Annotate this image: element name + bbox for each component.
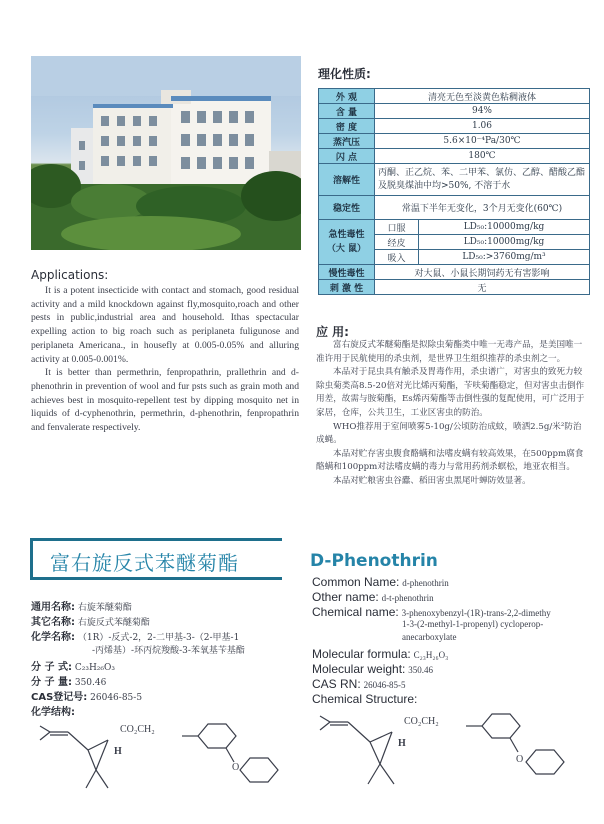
cn-info-value: 右旋反式苯醚菊酯 xyxy=(77,618,150,628)
en-info-row xyxy=(402,632,456,643)
en-info-value: 350.46 xyxy=(408,665,433,675)
cn-info-label: 化学名称: xyxy=(31,632,75,643)
prop-label: 含 量 xyxy=(319,104,375,119)
en-info-row xyxy=(312,575,449,589)
chemical-structure-cn xyxy=(30,718,300,808)
prop-value: 常温下半年无变化，3个月无变化(60℃) xyxy=(375,196,590,220)
prop-label: 密 度 xyxy=(319,119,375,134)
en-info-label: Chemical name: xyxy=(312,605,399,619)
properties-table xyxy=(318,88,590,295)
prop-value: 1.06 xyxy=(375,119,590,134)
cn-info-row xyxy=(31,658,115,673)
cn-info-row xyxy=(31,703,75,718)
cn-info-label: 其它名称: xyxy=(31,617,75,628)
en-info-value: 1-3-(2-methyl-1-propenyl) cycloperop- xyxy=(402,619,544,629)
cn-info-label: CAS登记号: xyxy=(31,692,88,703)
en-info-row xyxy=(312,605,551,619)
prop-value: 5.6×10⁻⁴Pa/30℃ xyxy=(375,134,590,149)
cn-paragraph: WHO推荐用于室间喷雾5-10g/公顷防治成蚊，喷洒2.5g/米²防治成蝇。 xyxy=(316,421,582,446)
prop-label: 慢性毒性 xyxy=(319,265,375,280)
cn-info-row xyxy=(31,613,150,628)
table-row xyxy=(319,119,590,134)
cn-info-label: 化学结构: xyxy=(31,707,75,718)
cn-info-row xyxy=(31,598,132,613)
prop-label: 外 观 xyxy=(319,89,375,104)
cn-info-label: 分 子 量: xyxy=(31,677,72,688)
prop-value: 对大鼠、小鼠长期饲药无有害影响 xyxy=(375,265,590,280)
cn-applications-text xyxy=(316,339,588,489)
prop-value: 丙酮、正乙烷、苯、二甲苯、氯仿、乙醇、醋酸乙酯及脱臭煤油中均>50%, 不溶于水 xyxy=(375,164,590,196)
en-info-label: Molecular formula: xyxy=(312,647,411,661)
tox-value: LD₅₀:10000mg/kg xyxy=(419,220,590,235)
en-info-row xyxy=(312,692,417,706)
prop-label: 蒸汽压 xyxy=(319,134,375,149)
applications-text xyxy=(31,284,299,435)
oxygen-label: O xyxy=(232,762,240,773)
en-info-row xyxy=(312,677,406,691)
table-row xyxy=(319,220,590,235)
table-row xyxy=(319,164,590,196)
cn-info-row xyxy=(31,673,106,688)
en-info-value: anecarboxylate xyxy=(402,632,457,642)
prop-label: 稳定性 xyxy=(319,196,375,220)
table-row xyxy=(319,149,590,164)
en-info-value: 3-phenoxybenzyl-(1R)-trans-2,2-dimethy xyxy=(401,608,551,618)
en-info-label: Chemical Structure: xyxy=(312,692,418,706)
en-info-row xyxy=(312,590,434,604)
cn-paragraph: 富右旋反式苯醚菊酯是拟除虫菊酯类中唯一无毒产品，是美国唯一准许用于民航使用的杀虫剂，是世界卫生组织推荐的杀虫剂之一。 xyxy=(316,340,583,364)
cn-info-value: -丙烯基）-环丙烷羧酸-3-苯氧基苄基酯 xyxy=(92,646,245,656)
ester-label: CO₂CH₂ xyxy=(120,724,155,735)
en-title: D-Phenothrin xyxy=(310,551,438,571)
cn-info-value: 350.46 xyxy=(74,678,107,688)
prop-label: 刺 激 性 xyxy=(319,280,375,295)
en-info-value: d-t-phenothrin xyxy=(381,593,434,603)
cn-applications-heading: 应 用: xyxy=(316,325,349,339)
cn-info-value: （1R）-反式-2，2-二甲基-3-（2-甲基-1 xyxy=(77,633,240,643)
tox-route: 吸入 xyxy=(375,250,419,265)
cn-info-value: 右旋苯醚菊酯 xyxy=(77,603,132,613)
applications-paragraph-2: It is better than permethrin, fenpropathrin, prallethrin and d-phenothrin in prevention of wool and fur psts such as grain moth and achieves best in mosquito-repellent test by dipping mosquito net in liquids of d-cyphenothrin, permethrin, d-phenothrin, fenpropathrin and fenvalerate respectively. xyxy=(31,367,299,434)
en-info-value: d-phenothrin xyxy=(402,578,449,588)
cn-info-row xyxy=(31,688,142,703)
prop-label: 急性毒性（大 鼠） xyxy=(319,220,375,265)
cn-info-row xyxy=(92,643,245,656)
table-row xyxy=(319,134,590,149)
properties-heading: 理化性质: xyxy=(318,67,371,81)
cn-paragraph: 本品对贮存害虫腹食酪螨和法嗜皮螨有较高效果，在500ppm腐食酪螨和100ppm对法嗜皮螨的毒力与常用药剂杀螟松，地亚农相当。 xyxy=(316,448,584,473)
prop-value: 清亮无色至淡黄色粘稠液体 xyxy=(375,89,590,104)
prop-value: 94% xyxy=(375,104,590,119)
table-row xyxy=(319,89,590,104)
building-illustration xyxy=(31,56,301,250)
building-photo xyxy=(31,56,301,250)
ester-label: CO₂CH₂ xyxy=(404,716,439,727)
cn-info-row xyxy=(31,628,239,643)
en-info-row xyxy=(312,662,433,676)
en-info-value: C₂₃H₂₆O₃ xyxy=(413,650,449,660)
hydrogen-label: H xyxy=(398,738,406,749)
cn-title: 富右旋反式苯醚菊酯 xyxy=(50,551,239,575)
tox-value: LD₅₀:>3760mg/m³ xyxy=(419,250,590,265)
cn-paragraph: 本品对贮粮害虫谷蠹、稻田害虫黑尾叶蝉防效显著。 xyxy=(333,475,531,486)
en-info-label: Molecular weight: xyxy=(312,662,406,676)
en-info-value: 26046-85-5 xyxy=(363,680,406,690)
hydrogen-label: H xyxy=(114,746,122,757)
cn-info-value: C₂₃H₂₆O₃ xyxy=(74,663,115,673)
prop-value: 无 xyxy=(375,280,590,295)
tox-value: LD₅₀:10000mg/kg xyxy=(419,235,590,250)
chemical-structure-en xyxy=(310,706,590,806)
en-info-label: CAS RN: xyxy=(312,677,361,691)
en-info-row xyxy=(402,619,543,630)
table-row xyxy=(319,280,590,295)
en-info-label: Other name: xyxy=(312,590,379,604)
cn-paragraph: 本品对于昆虫具有触杀及胃毒作用，杀虫谱广，对害虫的致死力较除虫菊类高8.5-20倍对光比烯丙菊酯，苄呋菊酯稳定，但对害虫击倒作用差，故需与胺菊酯，Es烯丙菊酯等击倒性强的复配使用，可广泛用于家居，仓库，公共卫生，工业区害虫的防治。 xyxy=(316,367,585,418)
table-row xyxy=(319,196,590,220)
applications-paragraph-1: It is a potent insecticide with contact and stomach, good residual activity and a mild knockdown against fly,mosquito,roach and other pests in public,industrial area and household. Ithas spectacular expelling action to big roach such as periplaneta fuligunose and periplaneta Americana., in housefly at 0.005-0.05% and alluring activity at 0.005-0.001%. xyxy=(31,285,299,365)
tox-route: 经皮 xyxy=(375,235,419,250)
en-info-row xyxy=(312,647,448,661)
cn-info-label: 通用名称: xyxy=(31,602,75,613)
applications-heading: Applications: xyxy=(31,268,109,282)
prop-label: 溶解性 xyxy=(319,164,375,196)
tox-route: 口服 xyxy=(375,220,419,235)
table-row xyxy=(319,265,590,280)
prop-label: 闪 点 xyxy=(319,149,375,164)
cn-info-value: 26046-85-5 xyxy=(90,693,143,703)
cn-info-label: 分 子 式: xyxy=(31,662,72,673)
table-row xyxy=(319,104,590,119)
en-info-label: Common Name: xyxy=(312,575,400,589)
prop-value: 180℃ xyxy=(375,149,590,164)
oxygen-label: O xyxy=(516,754,524,765)
